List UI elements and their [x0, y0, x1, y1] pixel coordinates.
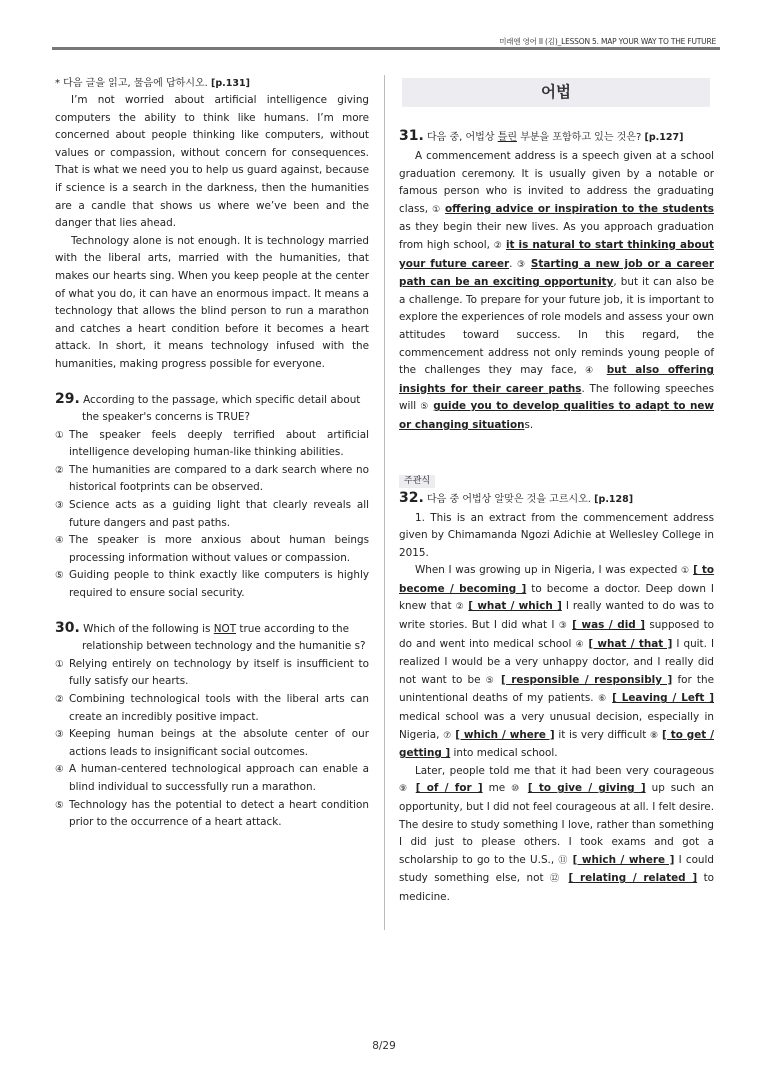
passage-text: it is very difficult: [558, 728, 647, 741]
question-32-paragraph-1: [399, 562, 714, 763]
question-31-stem: [399, 127, 714, 147]
left-column: [55, 76, 369, 832]
circled-number: ⑫: [549, 874, 563, 885]
passage-text: to become a doctor. Deep down I knew that: [399, 582, 714, 613]
instruction-text: 부분을 포함하고 있는 것은?: [520, 132, 642, 143]
grammar-choice-1[interactable]: [ to become / becoming ]: [399, 564, 714, 595]
question-30-stem: [55, 620, 369, 656]
question-number: 32.: [399, 489, 424, 506]
passage-text: s.: [524, 418, 534, 431]
question-31-passage: [399, 148, 714, 435]
q30-option-2[interactable]: [55, 691, 369, 726]
grammar-choice-5[interactable]: [ responsible / responsibly ]: [500, 673, 673, 686]
q30-option-4[interactable]: [55, 761, 369, 796]
passage-text: I really wanted to do was to write stories. But I did what I: [399, 600, 715, 632]
subjective-badge: 주관식: [399, 475, 435, 488]
question-29-stem: [55, 391, 369, 427]
grammar-choice-12[interactable]: [ relating / related ]: [568, 872, 698, 885]
passage-text: . The following speeches will: [399, 382, 714, 413]
q29-option-5[interactable]: [55, 567, 369, 602]
option-number: ④: [55, 764, 64, 776]
option-text: A human-centered technological approach can enable a blind individual to successfully run a marathon.: [69, 763, 369, 793]
q30-option-3[interactable]: [55, 726, 369, 761]
option-text: The humanities are compared to a dark search where no historical footprints can be observed.: [69, 463, 369, 494]
circled-number: ④: [575, 639, 585, 650]
option-number: ④: [55, 535, 64, 547]
option-text: The speaker is more anxious about human beings processing information without values or compassion.: [69, 534, 369, 564]
question-stem-text: Which of the following is: [83, 622, 211, 635]
option-number: ③: [55, 729, 64, 741]
passage-text: I quit. I realized I would be a very unhappy doctor, and I really did not want to be: [399, 637, 715, 686]
page-ref: [p.127]: [644, 132, 684, 143]
option-number: ⑤: [55, 570, 64, 582]
option-text: Guiding people to think exactly like computers is highly required to ensure social security.: [69, 569, 369, 600]
passage-text: up such an opportunity, but I did not feel courageous at all. I felt desire. The desire to study something I love, rather than something I did just to please others. I took exams and got a scholarship to go to the U.S.,: [399, 782, 714, 866]
passage-text: me: [488, 782, 506, 795]
circled-number: ⑤: [485, 675, 496, 686]
question-number: 31.: [399, 128, 424, 144]
grammar-choice-4[interactable]: [ what / that ]: [588, 637, 673, 650]
grammar-choice-8[interactable]: [ to get / getting ]: [399, 728, 715, 760]
circled-number: ①: [681, 566, 690, 577]
option-number: ⑤: [55, 799, 64, 811]
option-text: Technology has the potential to detect a heart condition prior to the occurrence of a heart attack.: [69, 798, 369, 829]
passage-text: into medical school.: [453, 747, 558, 760]
option-text: Combining technological tools with the liberal arts can create an incredibly positive impact.: [69, 693, 369, 723]
grammar-choice-6[interactable]: [ Leaving / Left ]: [612, 692, 714, 705]
option-text: Relying entirely on technology by itself is insufficient to fully satisfy our hearts.: [69, 657, 369, 688]
section-title: 어법: [402, 78, 710, 107]
passage-text: , but it can also be a challenge. To prepare for your future job, it is important to explore the experiences of role models and assess your own attitudes toward success. In this regard, the commencement address not only reminds young people of the challenges they may face,: [399, 276, 714, 377]
circled-number: ⑨: [399, 784, 410, 795]
question-stem-text: According to the passage, which specific detail about the speaker's concerns is TRUE?: [82, 393, 361, 424]
grammar-choice-10[interactable]: [ to give / giving ]: [527, 782, 646, 795]
q29-option-4[interactable]: [55, 532, 369, 567]
underlined-choice-3[interactable]: Starting a new job or a career path can be an exciting opportunity: [399, 257, 715, 289]
underlined-choice-4[interactable]: but also offering insights for their career paths: [399, 364, 714, 395]
circled-number: ①: [432, 204, 441, 215]
circled-number: ⑤: [420, 402, 430, 413]
passage-text: When I was growing up in Nigeria, I was expected: [415, 564, 678, 577]
grammar-choice-9[interactable]: [ of / for ]: [415, 782, 483, 795]
instruction-emphasis: 틀린: [497, 132, 518, 143]
q29-option-1[interactable]: [55, 427, 369, 462]
question-32-stem: [399, 489, 714, 509]
question-stem-text: true according to the relationship between technology and the humanitie s?: [82, 622, 366, 653]
passage-instruction: [55, 76, 369, 91]
page-ref: [p.131]: [211, 78, 250, 89]
passage-text: supposed to do and went into medical school: [399, 619, 715, 650]
passage-text: .: [509, 257, 513, 270]
grammar-choice-3[interactable]: [ was / did ]: [572, 619, 646, 632]
passage-text: A commencement address is a speech given at a school graduation ceremony. It is usually given by a notable or famous person who is invited to address the graduating class,: [399, 150, 714, 215]
option-number: ②: [55, 694, 64, 705]
underlined-choice-2[interactable]: it is natural to start thinking about your future career: [399, 238, 714, 270]
circled-number: ②: [455, 602, 465, 613]
question-30: [55, 620, 369, 832]
circled-number: ③: [558, 621, 568, 632]
page-number: 8/29: [372, 1040, 396, 1052]
question-32-paragraph-2: [399, 763, 714, 907]
question-32: [399, 468, 714, 907]
instruction-text: 다음 중, 어법상: [427, 132, 495, 143]
question-32-intro: 1. This is an extract from the commencement address given by Chimamanda Ngozi Adichie at Wellesley College in 2015.: [399, 511, 714, 559]
circled-number: ④: [585, 366, 599, 377]
option-number: ①: [55, 429, 64, 441]
option-number: ②: [55, 464, 64, 476]
column-divider: [384, 75, 385, 930]
passage-text: to medicine.: [399, 872, 714, 903]
circled-number: ⑧: [649, 730, 659, 741]
circled-number: ③: [517, 259, 527, 270]
header-divider: [52, 47, 720, 50]
question-number: 29.: [55, 390, 80, 407]
underlined-choice-1[interactable]: offering advice or inspiration to the students: [445, 202, 714, 215]
option-text: Science acts as a guiding light that clearly reveals all future dangers and past paths.: [69, 499, 369, 529]
question-number: 30.: [55, 619, 80, 636]
passage-paragraph-2: Technology alone is not enough. It is technology married with the liberal arts, married with the humanities, that makes our hearts sing. When you keep people at the center of what you do, it can have an enormous impact. It means a technology that allows the blind person to run a marathon and catches a heart condition before it becomes a heart attack. In short, it means technology infused with the humanities, making progress possible for everyone.: [55, 234, 369, 370]
circled-number: ⑪: [558, 855, 569, 866]
passage-text: Later, people told me that it had been very courageous: [415, 764, 714, 777]
grammar-choice-11[interactable]: [ which / where ]: [572, 853, 675, 866]
option-number: ③: [55, 500, 64, 512]
question-29: [55, 391, 369, 603]
right-column: [399, 78, 714, 907]
page-ref: [p.128]: [594, 493, 634, 505]
circled-number: ⑦: [443, 730, 452, 741]
grammar-choice-2[interactable]: [ what / which ]: [468, 600, 562, 613]
circled-number: ⑥: [598, 694, 608, 705]
passage-paragraph-1: I’m not worried about artificial intelligence giving computers the ability to think like humans. I’m more concerned about people thinking like computers, without values or compassion, without concern for consequences. That is what we need you to help us guard against, because if science is a search in the darkness, then the humanities are a candle that shows us where we’ve been and the danger that lies ahead.: [55, 94, 369, 230]
circled-number: ⑩: [511, 784, 522, 795]
q30-option-1[interactable]: [55, 656, 369, 691]
q30-option-5[interactable]: [55, 797, 369, 832]
passage-text: medical school was a very unusual decision, especially in Nigeria,: [399, 711, 714, 741]
option-text: The speaker feels deeply terrified about artificial intelligence developing human-like thinking abilities.: [69, 428, 369, 459]
instruction-text: * 다음 글을 읽고, 물음에 답하시오.: [55, 78, 208, 89]
option-number: ①: [55, 658, 64, 670]
question-31: [399, 127, 714, 435]
page-header: 미래엔 영어 II (김)_LESSON 5. MAP YOUR WAY TO THE FUTURE: [499, 37, 716, 46]
instruction-text: 다음 중 어법상 알맞은 것을 고르시오.: [427, 493, 591, 505]
passage-text: I could study something else, not: [399, 853, 715, 885]
question-stem-emphasis: NOT: [213, 622, 237, 635]
q29-option-3[interactable]: [55, 497, 369, 532]
underlined-choice-5[interactable]: guide you to develop qualities to adapt to new or changing situation: [399, 400, 714, 431]
option-text: Keeping human beings at the absolute center of our actions leads to insignificant social outcomes.: [69, 728, 369, 758]
passage-text: for the unintentional deaths of my patients.: [399, 673, 714, 705]
passage-text: as they begin their new lives. As you approach graduation from high school,: [399, 221, 714, 251]
circled-number: ②: [493, 240, 503, 251]
q29-option-2[interactable]: [55, 462, 369, 497]
grammar-choice-7[interactable]: [ which / where ]: [455, 728, 555, 741]
